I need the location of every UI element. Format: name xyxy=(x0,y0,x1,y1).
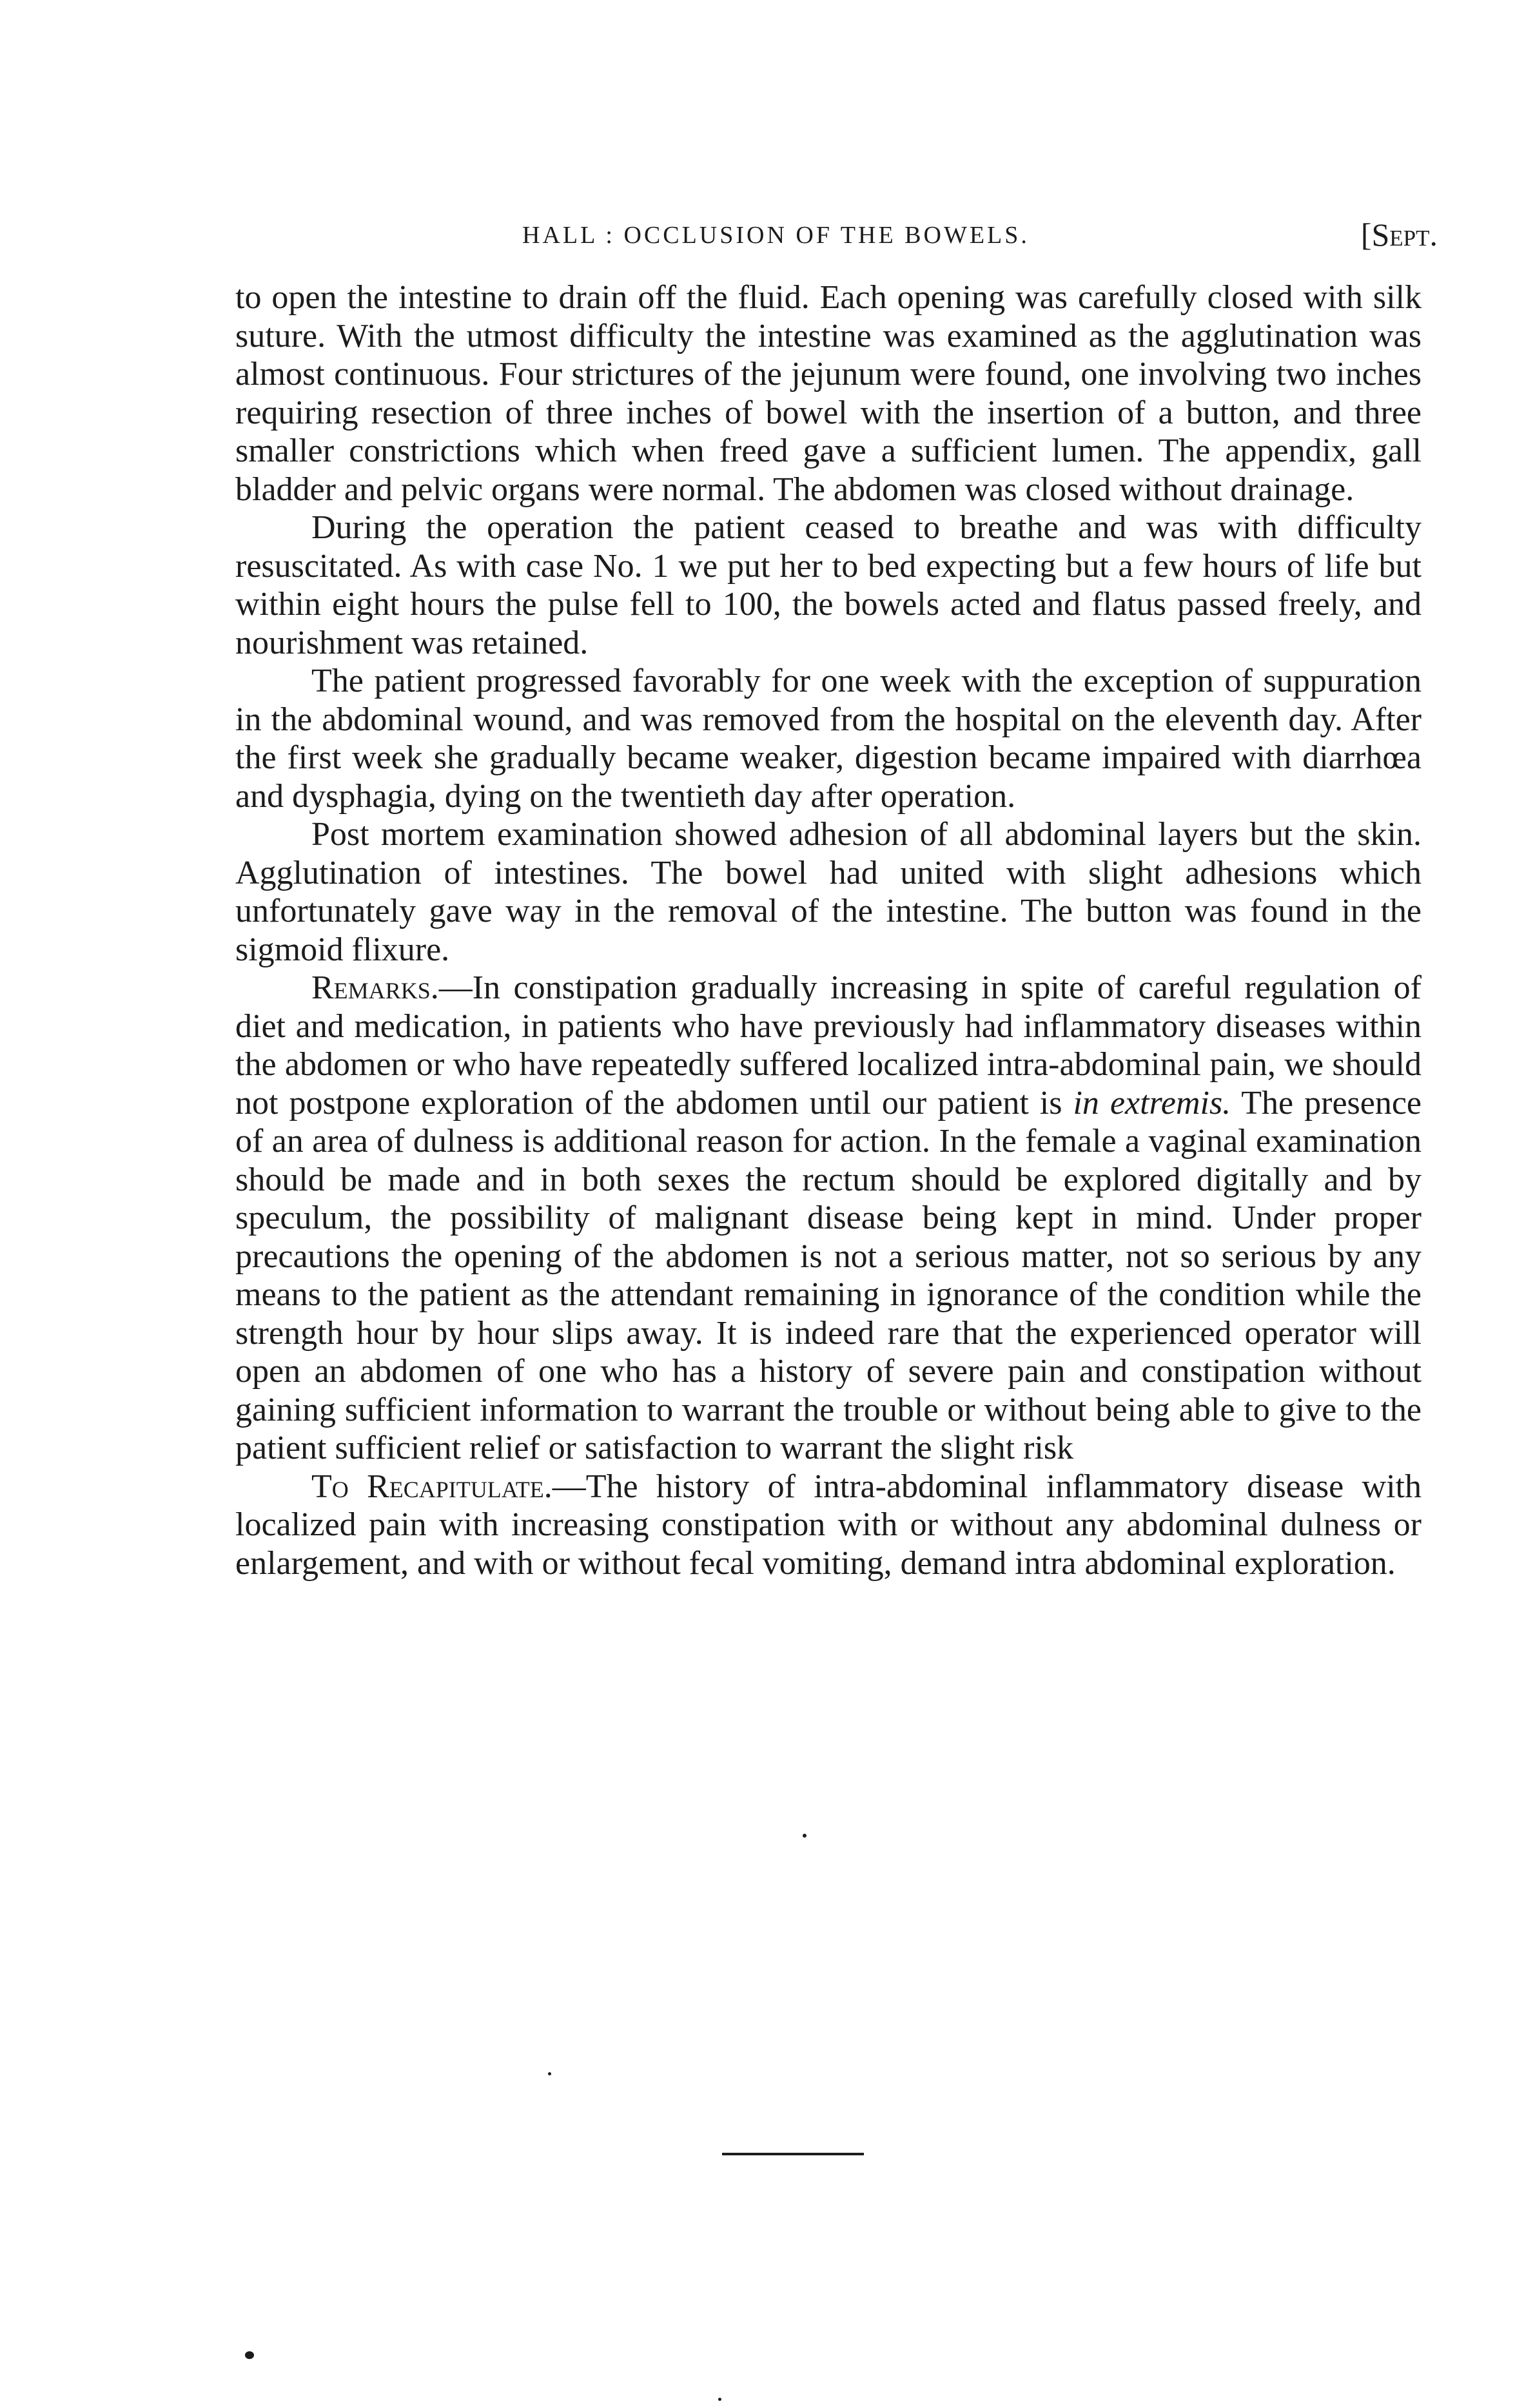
paragraph-recovery-course: The patient progressed favorably for one week with the exception of suppuration in the abdominal wound, and was removed from the hospital on the eleventh day. After the first week she gradually became weaker, digestion became impaired with diarrhœa and dysphagia, dying on the twentieth day after operation. xyxy=(235,663,1422,815)
remarks-heading: Remarks. xyxy=(311,969,439,1006)
remarks-emphasis: in extremis. xyxy=(1073,1084,1231,1121)
print-speck xyxy=(548,2072,551,2075)
paragraph-post-mortem: Post mortem examination showed adhesion of all abdominal layers but the skin. Agglutination of intestines. The bowel had united with slight adhesions which unfortunately gave way in the removal of the intestine. The button was found in the sigmoid flixure. xyxy=(235,816,1422,968)
print-speck xyxy=(803,1834,807,1838)
remarks-text-end: The presence of an area of dulness is additional reason for action. In the female a vaginal examination should be made and in both sexes the rectum should be explored digitally and by speculum, the possibility of malignant disease being kept in mind. Under proper precautions the opening of the abdomen is not a serious matter, not so serious by any means to the patient as the attendant remaining in ignorance of the condition while the strength hour by hour slips away. It is indeed rare that the experienced operator will open an abdomen of one who has a history of severe pain and constipation without gaining sufficient information to warrant the trouble or without being able to give to the patient sufficient relief or satisfaction to warrant the slight risk xyxy=(235,1084,1422,1466)
article-body xyxy=(235,278,1422,1582)
recapitulation-heading: To Recapitulate. xyxy=(311,1468,552,1505)
remarks-text-start: —In constipation gradually increasing in spite of careful regulation of diet and medication, in patients who have previously had inflammatory diseases within the abdomen or who have repeatedly suffered localized intra-abdominal pain, we should not postpone exploration of the abdomen until our patient is xyxy=(235,969,1422,1121)
section-end-rule xyxy=(722,2153,864,2155)
print-speck xyxy=(718,2398,721,2401)
paragraph-operation-details: to open the intestine to drain off the fluid. Each opening was carefully closed with silk suture. With the utmost difficulty the intestine was examined as the agglutination was almost continuous. Four strictures of the jejunum were found, one involving two inches requiring resection of three inches of bowel with the insertion of a button, and three smaller constrictions which when freed gave a sufficient lumen. The appendix, gall bladder and pelvic organs were normal. The abdomen was closed without drainage. xyxy=(235,279,1422,508)
print-speck xyxy=(245,2351,254,2359)
running-head-month: [Sept. xyxy=(1360,217,1438,253)
paragraph-recapitulation xyxy=(235,1468,1422,1583)
recapitulation-text: —The history of intra-abdominal inflammatory disease with localized pain with increasing constipation with or without any abdominal dulness or enlargement, and with or without fecal vomiting, demand intra abdominal exploration. xyxy=(235,1468,1422,1582)
running-head-title: HALL : OCCLUSION OF THE BOWELS. xyxy=(522,222,1030,249)
running-head xyxy=(232,216,1438,261)
paragraph-resuscitation: During the operation the patient ceased to breathe and was with difficulty resuscitated. As with case No. 1 we put her to bed expecting but a few hours of life but within eight hours the pulse fell to 100, the bowels acted and flatus passed freely, and nourishment was retained. xyxy=(235,509,1422,661)
paragraph-remarks xyxy=(235,969,1422,1468)
